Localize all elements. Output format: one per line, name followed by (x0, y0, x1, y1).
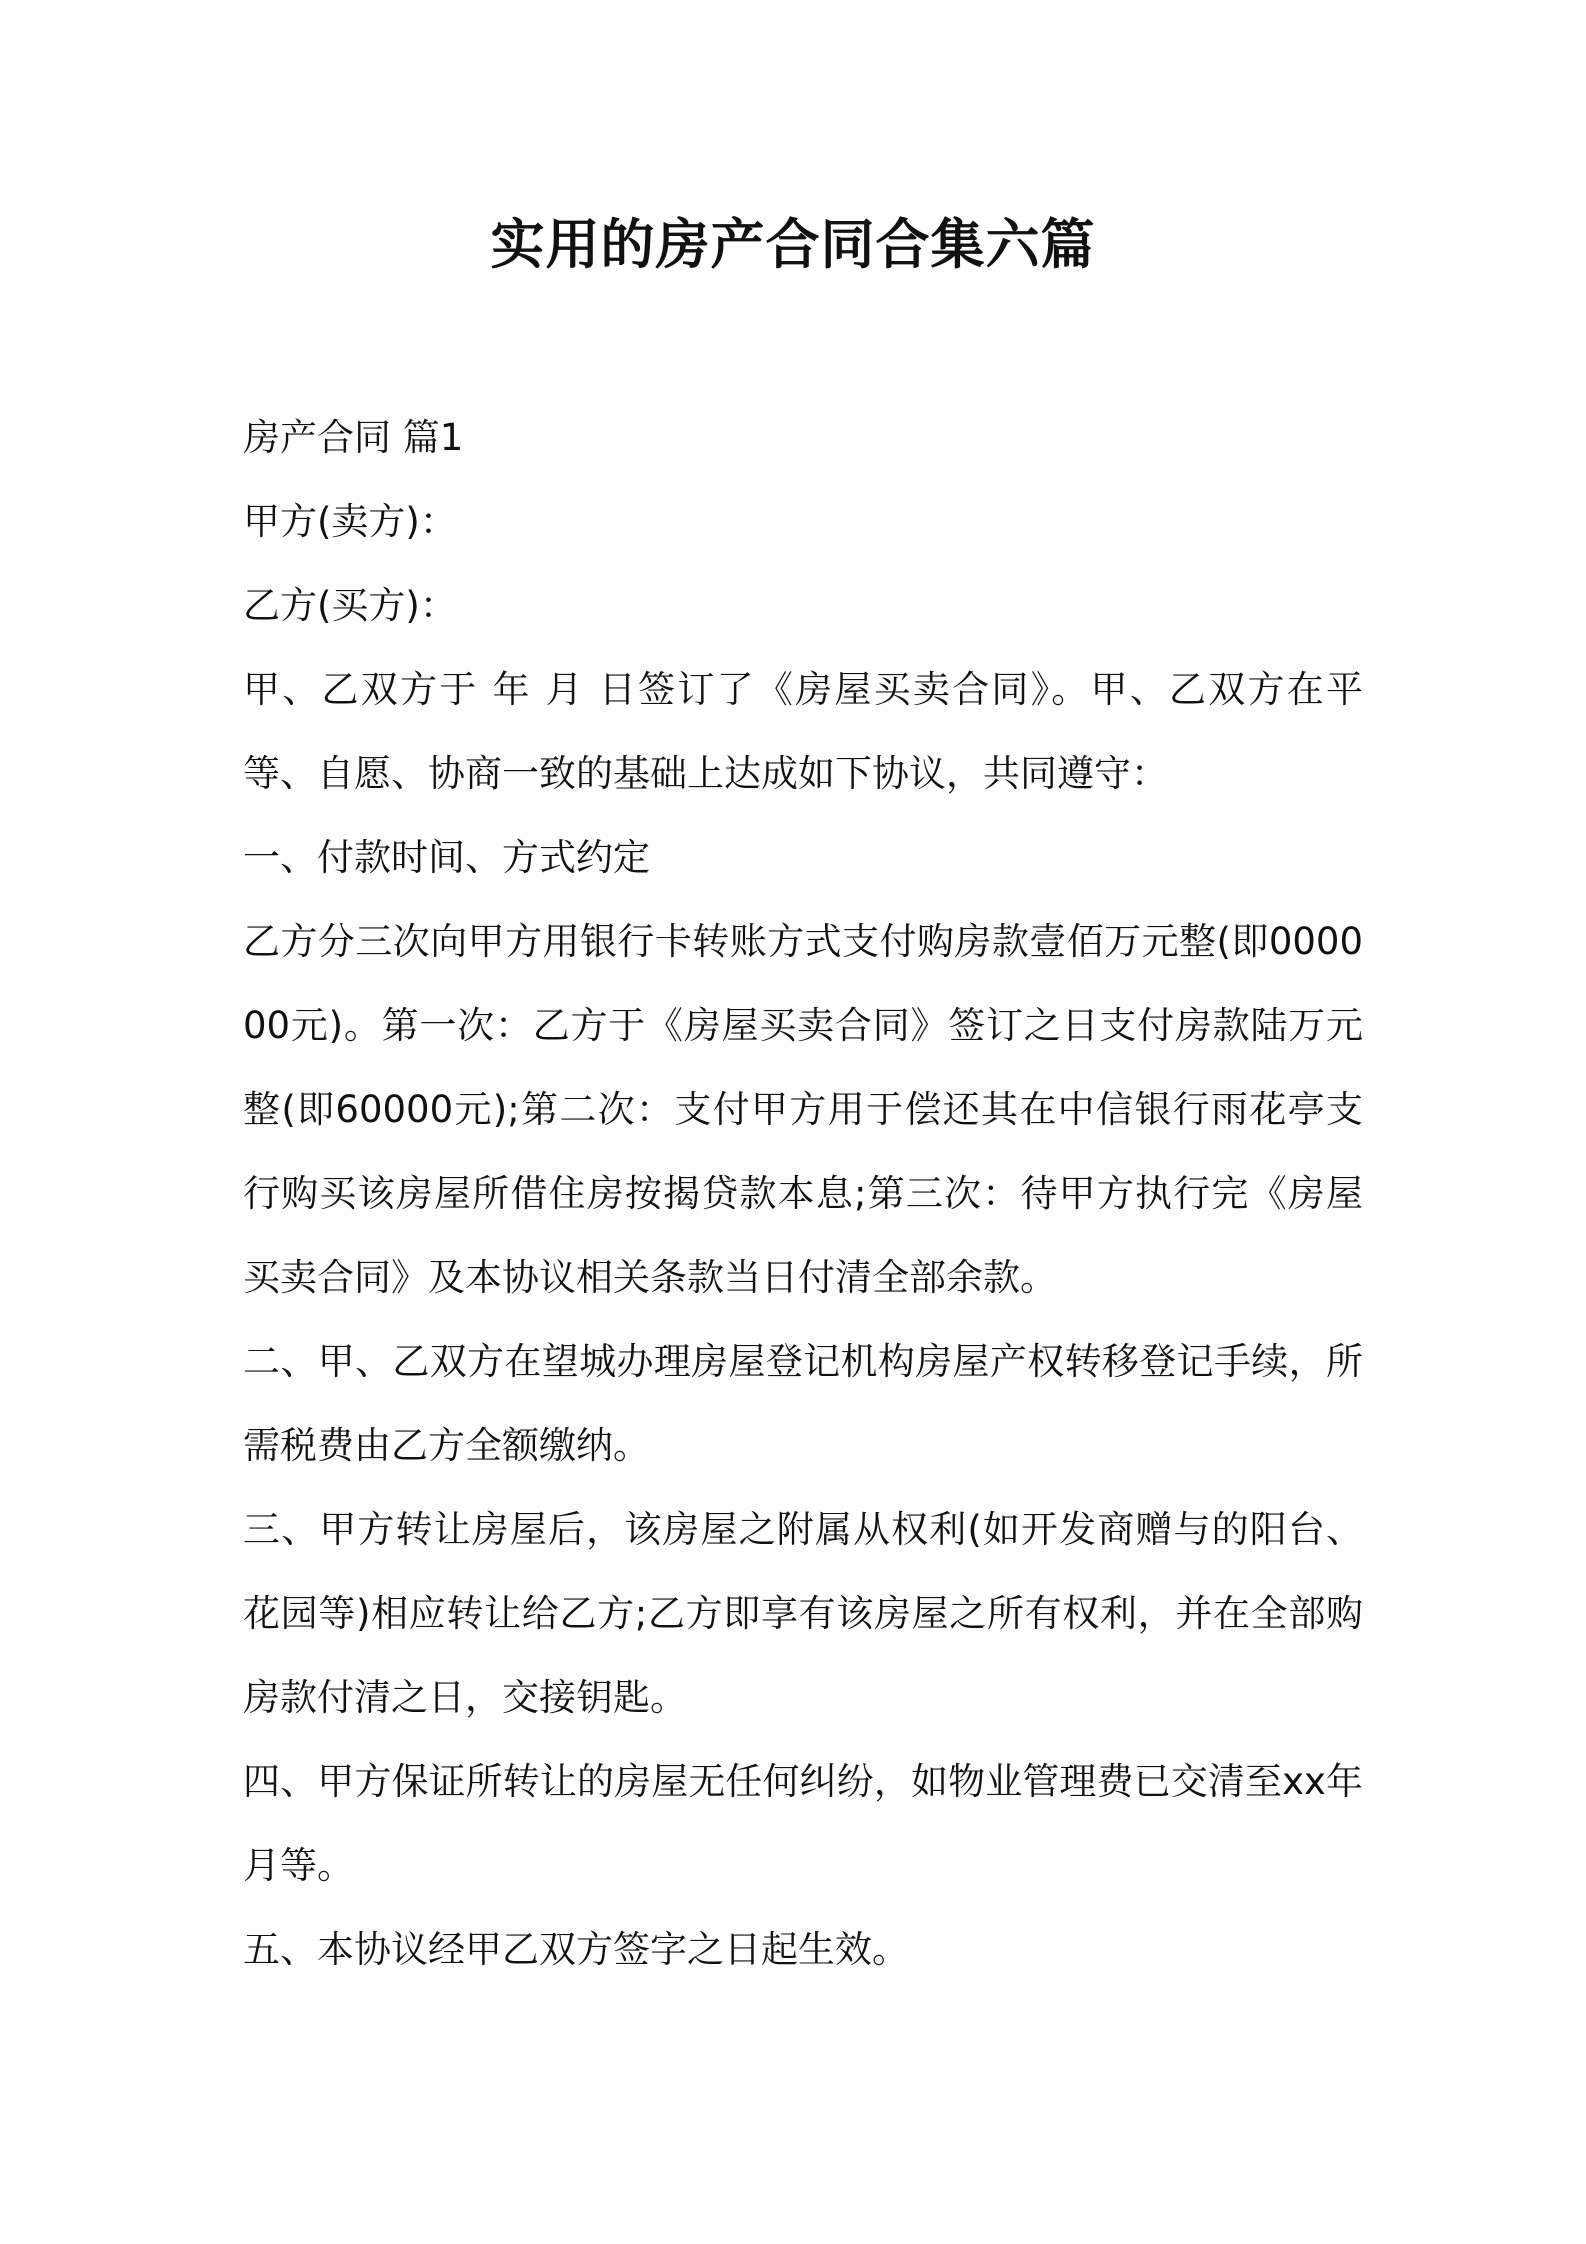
clause-paragraph: 三、甲方转让房屋后，该房屋之附属从权利(如开发商赠与的阳台、花园等)相应转让给乙方;乙方即享有该房屋之所有权利，并在全部购房款付清之日，交接钥匙。 (243, 1508, 1363, 1719)
document-title: 实用的房产合同合集六篇 (490, 213, 1096, 276)
intro-paragraph: 甲、乙双方于 年 月 日签订了《房屋买卖合同》。甲、乙双方在平等、自愿、协商一致的基础上达成如下协议，共同遵守： (243, 668, 1363, 795)
payment-paragraph: 乙方分三次向甲方用银行卡转账方式支付购房款壹佰万元整(即000000元)。第一次：乙方于《房屋买卖合同》签订之日支付房款陆万元整(即60000元);第二次：支付甲方用于偿还其在中信银行雨花亭支行购买该房屋所借住房按揭贷款本息;第三次：待甲方执行完《房屋买卖合同》及本协议相关条款当日付清全部余款。 (243, 920, 1363, 1299)
party-a-line: 甲方(卖方)： (243, 500, 457, 543)
document-body (243, 396, 1363, 1992)
section-heading: 房产合同 篇1 (243, 416, 464, 459)
party-b-line: 乙方(买方)： (243, 584, 457, 627)
clause-paragraph: 五、本协议经甲乙双方签字之日起生效。 (243, 1928, 909, 1971)
clause-paragraph: 二、甲、乙双方在望城办理房屋登记机构房屋产权转移登记手续，所需税费由乙方全额缴纳。 (243, 1340, 1363, 1467)
clause-heading: 一、付款时间、方式约定 (243, 836, 650, 879)
clause-paragraph: 四、甲方保证所转让的房屋无任何纠纷，如物业管理费已交清至xx年 月等。 (243, 1760, 1363, 1887)
